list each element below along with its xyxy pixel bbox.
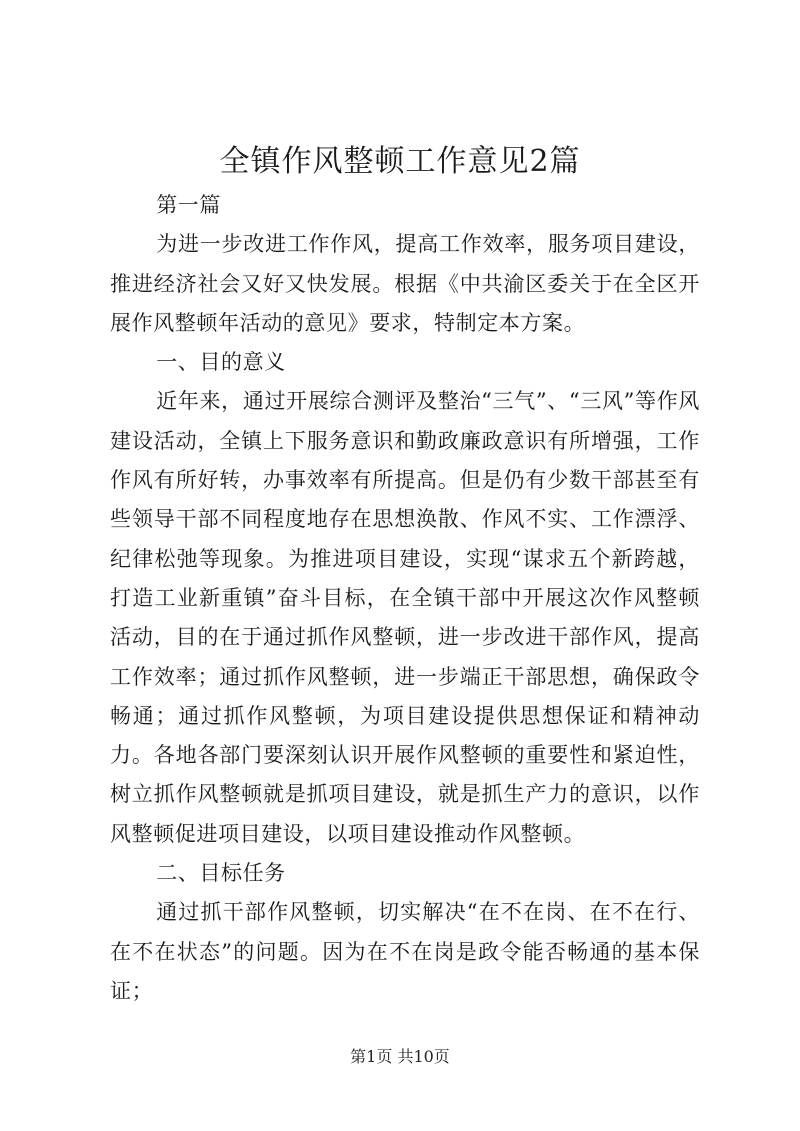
section-heading-goals: 二、目标任务 xyxy=(156,861,286,886)
section-heading-part-one: 第一篇 xyxy=(156,193,221,217)
paragraph-intro: 为进一步改进工作作风，提高工作效率，服务项目建设，推进经济社会又好又快发展。根据《中共渝区委关于在全区开展作风整顿年活动的意见》要求，特制定本方案。 xyxy=(110,232,700,335)
section-heading-purpose: 一、目的意义 xyxy=(156,350,286,375)
page-number-footer: 第1页 共10页 xyxy=(350,1047,450,1066)
document-title: 全镇作风整顿工作意见2篇 xyxy=(219,144,581,179)
document-body xyxy=(110,186,700,1011)
paragraph-purpose: 近年来，通过开展综合测评及整治“三气”、“三风”等作风建设活动，全镇上下服务意识和勤政廉政意识有所增强，工作作风有所好转，办事效率有所提高。但是仍有少数干部甚至有些领导干部不同程度地存在思想涣散、作风不实、工作漂浮、纪律松弛等现象。为推进项目建设，实现“谋求五个新跨越，打造工业新重镇”奋斗目标，在全镇干部中开展这次作风整顿活动，目的在于通过抓作风整顿，进一步改进干部作风，提高工作效率；通过抓作风整顿，进一步端正干部思想，确保政令畅通；通过抓作风整顿，为项目建设提供思想保证和精神动力。各地各部门要深刻认识开展作风整顿的重要性和紧迫性，树立抓作风整顿就是抓项目建设，就是抓生产力的意识，以作风整顿促进项目建设，以项目建设推动作风整顿。 xyxy=(110,389,700,846)
paragraph-goals: 通过抓干部作风整顿，切实解决“在不在岗、在不在行、在不在状态”的问题。因为在不在岗是政令能否畅通的基本保证； xyxy=(110,900,700,1003)
